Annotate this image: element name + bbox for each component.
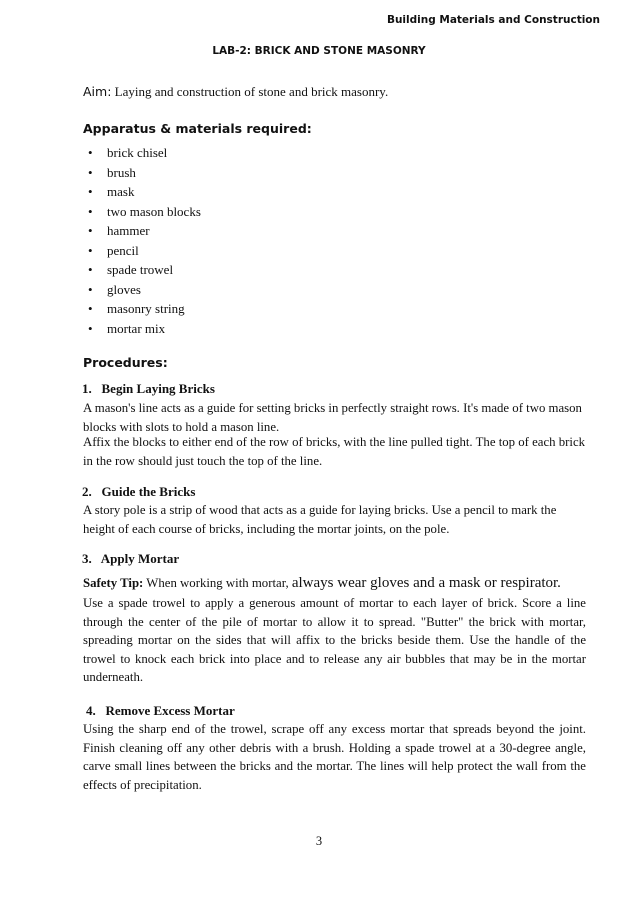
apparatus-heading: Apparatus & materials required: [83,121,312,136]
safety-tip-text: When working with mortar, [146,576,289,590]
list-item: • brush [83,163,201,183]
aim-label: Aim: [83,84,112,99]
safety-tip-emphasis: always wear gloves and a mask or respirator. [291,575,561,591]
safety-tip-label: Safety Tip: [83,576,144,590]
materials-list [83,143,201,338]
list-item: • gloves [83,280,201,300]
step-2-title: 2. Guide the Bricks [82,484,196,499]
list-item: • two mason blocks [83,202,201,222]
step-1-paragraph-1: A mason's line acts as a guide for setting bricks in perfectly straight rows. It's made of two mason blocks with slots to hold a mason line. [83,401,582,434]
list-item: • mask [83,182,201,202]
step-2-paragraph: A story pole is a strip of wood that acts as a guide for laying bricks. Use a pencil to mark the height of each course of bricks, including the mortar joints, on the pole. [83,503,557,536]
procedures-heading: Procedures: [83,355,168,370]
list-item: • mortar mix [83,319,201,339]
aim-line [83,84,388,100]
step-4-paragraph: Using the sharp end of the trowel, scrape off any excess mortar that spreads beyond the joint. Finish cleaning off any other debris with a brush. Holding a spade trowel at a 30-degree angle, carve small lines between the bricks and the mortar. The lines will help protect the wall from the effects of precipitation. [83,722,586,792]
list-item: • spade trowel [83,260,201,280]
step-3-title: 3. Apply Mortar [82,551,180,566]
safety-tip [83,575,561,592]
step-1-paragraph-2: Affix the blocks to either end of the row of bricks, with the line pulled tight. The top of each brick in the row should just touch the top of the line. [83,435,586,468]
aim-text: Laying and construction of stone and brick masonry. [114,84,389,99]
step-3-paragraph: Use a spade trowel to apply a generous amount of mortar to each layer of brick. Score a line through the center of the pile of mortar to allow it to spread. "Butter" the brick with mortar, spreading mortar on the sides that will affix to the bricks beside them. Use the handle of the trowel to knock each brick into place and to release any air bubbles that may be in the mortar underneath. [83,596,586,685]
list-item: • pencil [83,241,201,261]
lab-title: LAB-2: BRICK AND STONE MASONRY [212,45,426,57]
running-header: Building Materials and Construction [386,14,600,26]
page-number: 3 [315,834,323,848]
step-1-title: 1. Begin Laying Bricks [82,381,215,396]
list-item: • brick chisel [83,143,201,163]
step-4-title: 4. Remove Excess Mortar [86,703,235,718]
list-item: • masonry string [83,299,201,319]
list-item: • hammer [83,221,201,241]
